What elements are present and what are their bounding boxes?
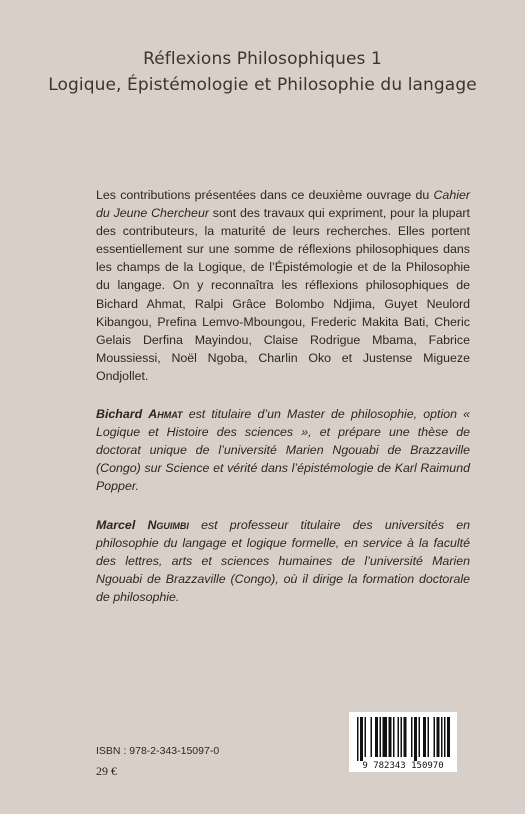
barcode-bar [444,717,446,757]
barcode-bar [437,717,440,757]
journal-name: Cahier du Jeune Chercheur [96,188,470,221]
price-label: 29 € [96,764,117,778]
barcode-bar [434,717,436,757]
author2-name: Marcel Nguimbi [96,517,189,532]
barcode-bar [428,717,430,757]
barcode-bar [401,717,403,757]
author2-bio: Marcel Nguimbi est professeur titulaire des universités en philosophie du langage et logique formelle, en service à la faculté des lettres, arts et sciences humaines de l’université Marien Ngouabi de Brazzaville (Congo), où il dirige la formation doctorale de philosophie. [96,517,471,604]
barcode-bar [447,717,450,757]
barcode-bar [393,717,395,757]
barcode-bar [380,717,382,757]
barcode-bar [383,717,388,757]
barcode-bar [423,717,426,757]
barcode-bar [375,717,378,757]
barcode-bar [389,717,392,757]
isbn-number: ISBN : 978-2-343-15097-0 [96,745,220,757]
barcode-bar [414,717,417,761]
intro-paragraph: Les contributions présentées dans ce deuxième ouvrage du Cahier du Jeune Chercheur sont des travaux qui expriment, pour la plupart des contributeurs, la maturité de leurs recherches. Elles portent essentiellement sur une somme de réflexions philosophiques dans les champs de la Logique, de l’Épistémologie et de la Philosophie du langage. On y reconnaîtra les réflexions philosophiques de Bichard Ahmat, Ralpi Grâce Bolombo Ndjima, Guyet Neulord Kibangou, Prefina Lemvo-Mboungou, Frederic Makita Bati, Cheric Gelais Derfina Mayindou, Claise Rodrigue Mbama, Fabrice Moussiessi, Noël Ngoba, Charlin Oko et Justense Migueze Ondjollet. [96,188,470,383]
author1-bio: Bichard Ahmat est titulaire d’un Master de philosophie, option « Logique et Histoire des sciences », et prépare une thèse de doctorat unique de l’université Marien Ngouabi de Brazzaville (Congo) sur Science et vérité dans l’épistémologie de Karl Raimund Popper. [96,407,471,494]
volume-subtitle: Logique, Épistémologie et Philosophie du langage [48,75,477,95]
barcode-bar [404,717,407,757]
author1-name: Bichard Ahmat [96,407,183,422]
barcode-bar [360,717,363,761]
barcode-bar [365,717,367,757]
barcode-bar [357,717,359,761]
barcode-icon [349,712,457,772]
barcode-digits: 9 782343 150970 [362,761,444,771]
barcode-bar [419,717,421,757]
barcode-bar [441,717,443,757]
book-title [0,46,525,98]
series-title: Réflexions Philosophiques 1 [143,49,382,69]
barcode [349,712,457,772]
barcode-bar [398,717,400,757]
back-cover-text [96,186,470,606]
barcode-bar [411,717,413,757]
barcode-bar [371,717,373,757]
